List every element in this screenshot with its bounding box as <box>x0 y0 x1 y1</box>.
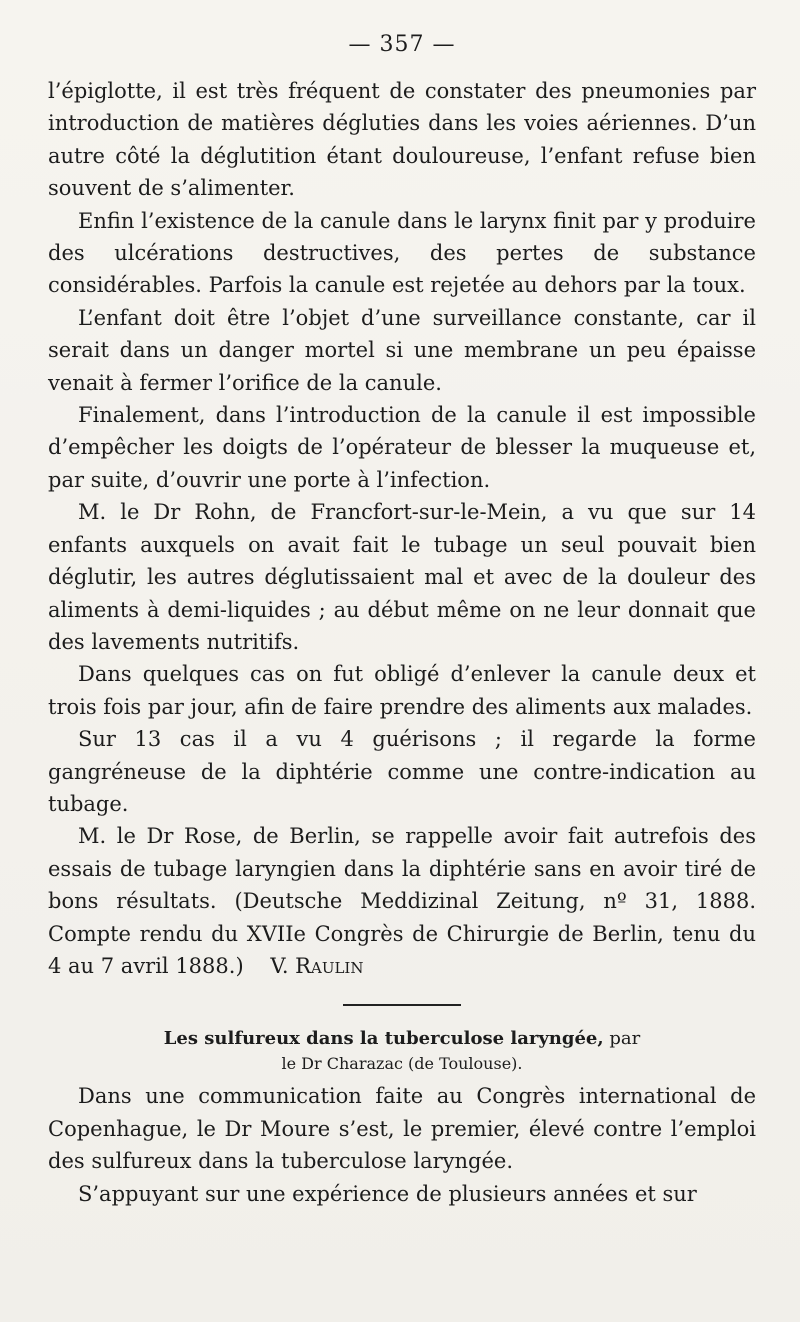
section-title <box>48 1026 756 1052</box>
paragraph-4: Finalement, dans l’introduction de la canule il est impossible d’empêcher les doigts de l’opérateur de blesser la muqueuse et, par suite, d’ouvrir une porte à l’infection. <box>48 403 756 492</box>
section-author: le Dr Charazac (de Toulouse). <box>281 1054 523 1074</box>
section-title-text: Les sulfureux dans la tuberculose laryngée, <box>163 1028 604 1050</box>
signature: V. Raulin <box>270 953 364 978</box>
section-paragraph-1: Dans une communication faite au Congrès international de Copenhague, le Dr Moure s’est, le premier, élevé contre l’emploi des sulfureux dans la tuberculose laryngée. <box>48 1084 756 1174</box>
section-paragraph-2: S’appuyant sur une expérience de plusieurs années et sur <box>78 1181 697 1206</box>
paragraph-8-text: M. le Dr Rose, de Berlin, se rappelle avoir fait autrefois des essais de tubage laryngien dans la diphtérie sans en avoir tiré de bons résultats. (Deutsche Meddizinal Zeitung, nº 31, 1888. Compte rendu du XVIIe Congrès de Chirurgie de Berlin, tenu du 4 au 7 avril 1888.) <box>48 824 756 978</box>
section-title-suffix: par <box>609 1028 641 1050</box>
section-divider <box>343 1004 461 1006</box>
paragraph-7: Sur 13 cas il a vu 4 guérisons ; il regarde la forme gangréneuse de la diphtérie comme une contre-indication au tubage. <box>48 727 756 816</box>
section-body <box>48 1080 756 1210</box>
paragraph-3: L’enfant doit être l’objet d’une surveillance constante, car il serait dans un danger mortel si une membrane un peu épaisse venait à fermer l’orifice de la canule. <box>48 305 756 395</box>
paragraph-1: l’épiglotte, il est très fréquent de constater des pneumonies par introduction de matières dégluties dans les voies aériennes. D’un autre côté la déglutition étant douloureuse, l’enfant refuse bien souvent de s’alimenter. <box>48 79 756 201</box>
paragraph-6: Dans quelques cas on fut obligé d’enlever la canule deux et trois fois par jour, afin de faire prendre des aliments aux malades. <box>48 662 756 719</box>
page-number: — 357 — <box>348 32 456 57</box>
paragraph-8 <box>48 820 756 982</box>
paragraph-2: Enfin l’existence de la canule dans le larynx finit par y produire des ulcérations destructives, des pertes de substance considérables. Parfois la canule est rejetée au dehors par la toux. <box>48 208 756 298</box>
article-body <box>48 75 756 982</box>
paragraph-5: M. le Dr Rohn, de Francfort-sur-le-Mein, a vu que sur 14 enfants auxquels on avait fait le tubage un seul pouvait bien déglutir, les autres déglutissaient mal et avec de la douleur des aliments à demi-liquides ; au début même on ne leur donnait que des lavements nutritifs. <box>48 500 756 654</box>
